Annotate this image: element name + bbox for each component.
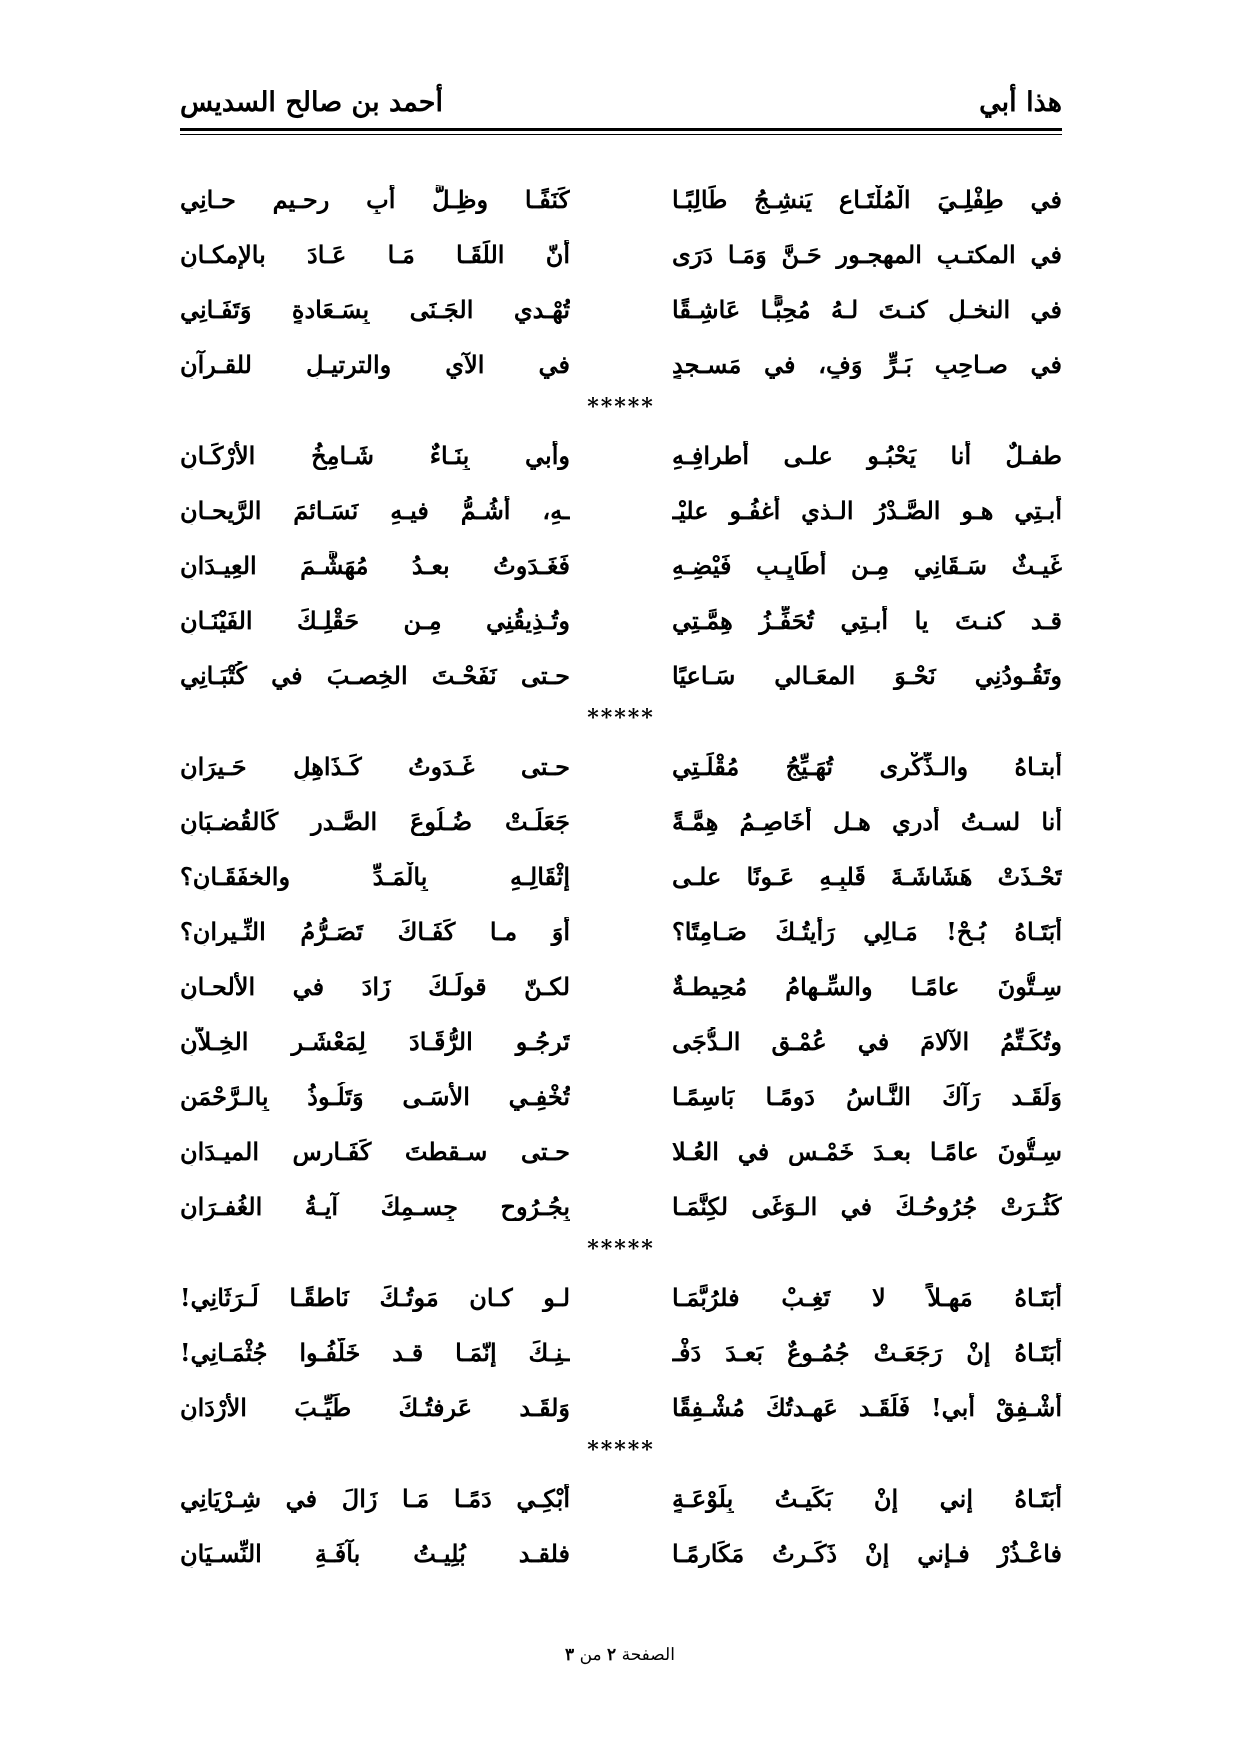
verse bbox=[180, 1380, 1062, 1435]
verse-first-hemistich: وتُكَـتِّمُ الآلامَ في عُمْـقِ الـدُّجَى bbox=[672, 1027, 1062, 1056]
verse-first-hemistich: في النخـلِ كنـتَ لـهُ مُحِبًّـا عَاشِـقًا bbox=[672, 295, 1062, 324]
verse-second-hemistich: جَعَلَـتْ ضُـلُوعَ الصَّـدرِ كَالقُضـبَانِ bbox=[180, 807, 570, 836]
verse-first-hemistich: أبَتَـاهُ بُـحْ! مَـالِي رَأيتُـكَ صَـامِتًا؟ bbox=[672, 917, 1062, 946]
verse-second-hemistich: في الآيِ والترتيـلِ للقـرآنِ bbox=[180, 350, 570, 379]
verse-first-hemistich: سِـتُّونَ عامًـا والسِّـهامُ مُحِيطـةٌ bbox=[672, 972, 1062, 1001]
verse bbox=[180, 1014, 1062, 1069]
verse-first-hemistich: أبَتَـاهُ إنْ رَجَعَـتْ جُمُـوعٌ بَعـدَ دَفْـ bbox=[672, 1338, 1062, 1367]
verse bbox=[180, 428, 1062, 483]
verse bbox=[180, 172, 1062, 227]
verse-second-hemistich: إثْقَالِـهِ بِالْمَـدِّ والخفَقَـانِ؟ bbox=[180, 862, 570, 891]
stanza-separator: ***** bbox=[587, 1437, 655, 1463]
verse-first-hemistich: أبـتِي هـو الصَّـدْرُ الـذي أغفُـو عليْـ bbox=[672, 496, 1062, 525]
verse-first-hemistich: سِـتُّونَ عامًـا بعـدَ خَمْـسٍ في العُـلا bbox=[672, 1137, 1062, 1166]
verse-first-hemistich: أبَتَـاهُ مَهـلاً لا تَغِـبْ فلرُبَّمَـا bbox=[672, 1283, 1062, 1312]
verse-first-hemistich: فاعْـذُرْ فـإني إنْ ذَكَـرتُ مَكَارِمًـا bbox=[672, 1539, 1062, 1568]
verse-first-hemistich: وَلَقَـد رَآكَ النَّـاسُ دَومًـا بَاسِمًـا bbox=[672, 1082, 1062, 1111]
footer-label: الصفحة bbox=[621, 1645, 675, 1665]
verse bbox=[180, 1124, 1062, 1179]
verse-second-hemistich: حـتى سـقطتَ كَفَـارِسِ الميـدَانِ bbox=[180, 1137, 570, 1166]
verse bbox=[180, 337, 1062, 392]
verse-second-hemistich: وأبي بِنَـاءٌ شَـامِخُ الأرْكَـانِ bbox=[180, 441, 570, 470]
stanza bbox=[180, 172, 1062, 392]
verse bbox=[180, 904, 1062, 959]
verse-first-hemistich: طفـلٌ أنا يَحْبُـو علـى أطرافِـهِ bbox=[672, 441, 1062, 470]
verse-second-hemistich: أوَ مـا كَفَـاكَ تَصَـرُّمُ النِّـيرانِ؟ bbox=[180, 917, 570, 946]
verse-first-hemistich: كَثُـرَتْ جُرُوحُـكَ في الـوَغَى لكِنَّمَـا bbox=[672, 1192, 1062, 1221]
verse bbox=[180, 1325, 1062, 1380]
stanza-separator: ***** bbox=[587, 705, 655, 731]
verse-first-hemistich: في طِفْلِـيَ الْمُلْتَـاعِ يَنشِـجُ طَالِبًـا bbox=[672, 185, 1062, 214]
header-rule-thin bbox=[180, 134, 1062, 135]
poem-body bbox=[180, 172, 1062, 1581]
verse-first-hemistich: تَحْـذَتْ هَشَاشَـةَ قَلبِـهِ عَـونًا علـى bbox=[672, 862, 1062, 891]
stanza bbox=[180, 1471, 1062, 1581]
verse bbox=[180, 1179, 1062, 1234]
verse bbox=[180, 1270, 1062, 1325]
verse-second-hemistich: لكـنّ قولَـكَ زَادَ في الألحـانِ bbox=[180, 972, 570, 1001]
verse-second-hemistich: أبْكِـي دَمًـا مَـا زَالَ في شِـرْيَانِي bbox=[180, 1484, 570, 1513]
verse bbox=[180, 1471, 1062, 1526]
verse bbox=[180, 282, 1062, 337]
stanza bbox=[180, 428, 1062, 703]
verse-second-hemistich: أنّ اللِّقَـا مَـا عَـادَ بالإمكـانِ bbox=[180, 240, 570, 269]
verse-second-hemistich: ـنِـكَ إنّمَـا قـد خَلَّفُـوا جُثْمَـانِي! bbox=[180, 1338, 570, 1367]
verse-first-hemistich: في صـاحِبٍ بَـرٍّ وَفٍ، في مَسـجدٍ bbox=[672, 350, 1062, 379]
header-title: هذا أبي bbox=[979, 86, 1062, 118]
verse-second-hemistich: حـتى غَـدَوتُ كَـذَاهِلٍ حَـيرَانِ bbox=[180, 752, 570, 781]
verse-first-hemistich: في المكتـبِ المهجـورِ حَـنَّ وَمَـا دَرَى bbox=[672, 240, 1062, 269]
page-footer bbox=[0, 1645, 1240, 1665]
verse bbox=[180, 593, 1062, 648]
stanza bbox=[180, 1270, 1062, 1435]
verse-second-hemistich: وَلقَـد عَرفتُـكَ طَيِّـبَ الأرْدَانِ bbox=[180, 1393, 570, 1422]
verse-second-hemistich: تُهْـدي الجَـنَى بِسَـعَادةٍ وَتَفَـانِي bbox=[180, 295, 570, 324]
verse-first-hemistich: قـد كنـتَ يا أبـتِي تُحَفِّـزُ هِمَّـتِي bbox=[672, 606, 1062, 635]
verse-second-hemistich: بِجُـرُوحِ جِسـمِكَ آيـةُ الغُفـرَانِ bbox=[180, 1192, 570, 1221]
verse-second-hemistich: تُخْفِـي الأسَـى وَتَلُـوذُ بِالـرَّحْمَنِ bbox=[180, 1082, 570, 1111]
verse bbox=[180, 1526, 1062, 1581]
verse-first-hemistich: غَيـثٌ سَـقَانِي مِـن أطَايِـبِ فَيْضِـهِ bbox=[672, 551, 1062, 580]
verse bbox=[180, 538, 1062, 593]
page-header bbox=[180, 82, 1062, 122]
stanza bbox=[180, 739, 1062, 1234]
verse bbox=[180, 739, 1062, 794]
verse bbox=[180, 959, 1062, 1014]
verse bbox=[180, 1069, 1062, 1124]
stanza-separator: ***** bbox=[587, 394, 655, 420]
verse-second-hemistich: كَنَفًـا وظِـلَّ أبٍ رحـيمٍ حـانِي bbox=[180, 185, 570, 214]
verse-second-hemistich: فَغَـدَوتُ بعـدُ مُهَشَّـمَ العِيـدَانِ bbox=[180, 551, 570, 580]
stanza-separator: ***** bbox=[587, 1236, 655, 1262]
verse-first-hemistich: أشْـفِقْ أبي! فَلَقَـد عَهِـدتُكَ مُشْـفِقًا bbox=[672, 1393, 1062, 1422]
verse bbox=[180, 794, 1062, 849]
verse-first-hemistich: أبَتَـاهُ إني إنْ بَكَيـتُ بِلَوْعَـةٍ bbox=[672, 1484, 1062, 1513]
header-author: أحمد بن صالح السديس bbox=[180, 86, 443, 118]
verse bbox=[180, 648, 1062, 703]
verse-second-hemistich: ـهِ، أشُـمُّ فيـهِ نَسَـائمَ الرَّيحـانِ bbox=[180, 496, 570, 525]
verse-first-hemistich: أنا لسـتُ أدري هـل أخَاصِـمُ هِمَّـةً bbox=[672, 807, 1062, 836]
verse-second-hemistich: فلقـد بُلِيـتُ بآفَـةِ النِّسـيَانِ bbox=[180, 1539, 570, 1568]
header-rule-thick bbox=[180, 128, 1062, 131]
verse-second-hemistich: وتُـذِيقُنِي مِـن حَقْلِـكَ الفَيْنَـانِ bbox=[180, 606, 570, 635]
footer-of: من bbox=[579, 1645, 602, 1665]
footer-total-pages: ٣ bbox=[565, 1645, 575, 1665]
verse bbox=[180, 483, 1062, 538]
verse-second-hemistich: تَرجُـو الرُّقَـادَ لِمَعْشَـرِ الخِـلاّنِ bbox=[180, 1027, 570, 1056]
footer-current-page: ٢ bbox=[607, 1645, 617, 1665]
verse-second-hemistich: حـتى نَفَحْـتَ الخِصـبَ في كُتْبَـانِي bbox=[180, 661, 570, 690]
verse-first-hemistich: وتَقُـودُنِي نَحْـوَ المعَـالي سَـاعيًا bbox=[672, 661, 1062, 690]
verse-first-hemistich: أبتـاهُ والـذِّكْرى تُهَـيِّجُ مُقْلَـتِي bbox=[672, 752, 1062, 781]
verse bbox=[180, 227, 1062, 282]
verse-second-hemistich: لـو كـان مَوتُـكَ نَاطقًـا لَـرَثَانِي! bbox=[180, 1283, 570, 1312]
verse bbox=[180, 849, 1062, 904]
